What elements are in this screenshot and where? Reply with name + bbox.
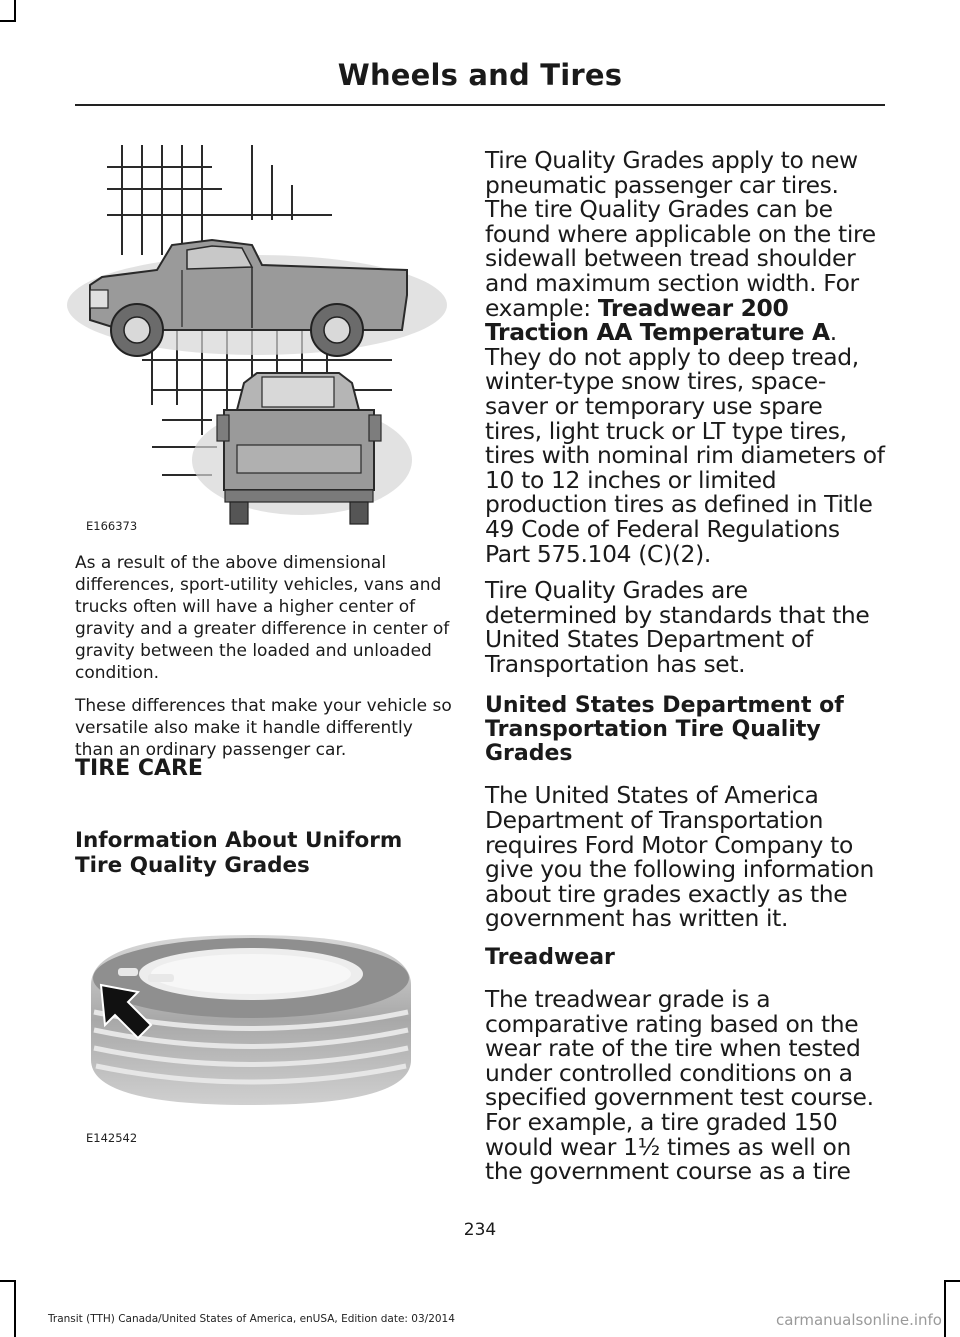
right-column: [485, 148, 885, 1184]
heading-treadwear: Treadwear: [485, 945, 615, 971]
footer-edition: Transit (TTH) Canada/United States of America, enUSA, Edition date: 03/2014: [48, 1313, 455, 1325]
figure-label-tire: E142542: [86, 1131, 138, 1145]
paragraph-text: . They do not apply to deep tread, winter-type snow tires, space-saver or temporary use spare tires, light truck or LT type tires, tires with nominal rim diameters of 10 to 12 inches or limited production tires as defined in Title 49 Code of Federal Regulations Part 575.104 (C)(2).: [485, 318, 885, 568]
section-heading: [75, 756, 455, 782]
heading-uniform-tire-quality: Information About Uniform Tire Quality Grades: [75, 828, 403, 878]
example-grade: Treadwear 200 Traction AA Temperature A: [485, 293, 830, 347]
heading-dot-tire-quality: United States Department of Transportation Tire Quality Grades: [485, 693, 844, 767]
truck-figure: [62, 145, 452, 535]
figure-label-truck: E166373: [86, 519, 138, 533]
paragraph: The United States of America Department of Transportation requires Ford Motor Company to give you the following information about tire grades exactly as the government has written it.: [485, 781, 874, 933]
page-number: 234: [463, 1220, 497, 1240]
paragraph-text: Tire Quality Grades apply to new pneumatic passenger car tires. The tire Quality Grades can be found where applicable on the tire sidewall between tread shoulder and maximum section width. For example:: [485, 146, 876, 322]
paragraph: [485, 148, 885, 566]
header-divider: [75, 104, 885, 106]
crop-mark: [944, 1280, 946, 1337]
pickup-truck-rear-view-icon: [217, 373, 381, 524]
crop-mark: [944, 1280, 960, 1282]
tire-figure: [86, 930, 416, 1110]
page-title: Wheels and Tires: [337, 58, 623, 92]
crop-mark: [0, 20, 16, 22]
paragraph: These differences that make your vehicle so versatile also make it handle differently than an ordinary passenger car.: [75, 696, 452, 760]
heading-tire-care: TIRE CARE: [75, 756, 203, 781]
paragraph: The treadwear grade is a comparative rating based on the wear rate of the tire when tested under controlled conditions on a specified government test course. For example, a tire graded 150 would wear 1½ times as well on the government course as a tire: [485, 985, 874, 1186]
paragraph: Tire Quality Grades are determined by standards that the United States Department of Transportation has set.: [485, 576, 870, 678]
crop-mark: [14, 1280, 16, 1337]
crop-mark: [14, 0, 16, 22]
watermark: carmanualsonline.info: [776, 1311, 942, 1329]
paragraph: As a result of the above dimensional differences, sport-utility vehicles, vans and trucks often will have a higher center of gravity and a greater difference in center of gravity between the loaded and unloaded condition.: [75, 553, 450, 683]
left-column: [75, 552, 455, 772]
subheading-block: [75, 828, 435, 878]
crop-mark: [0, 1280, 16, 1282]
